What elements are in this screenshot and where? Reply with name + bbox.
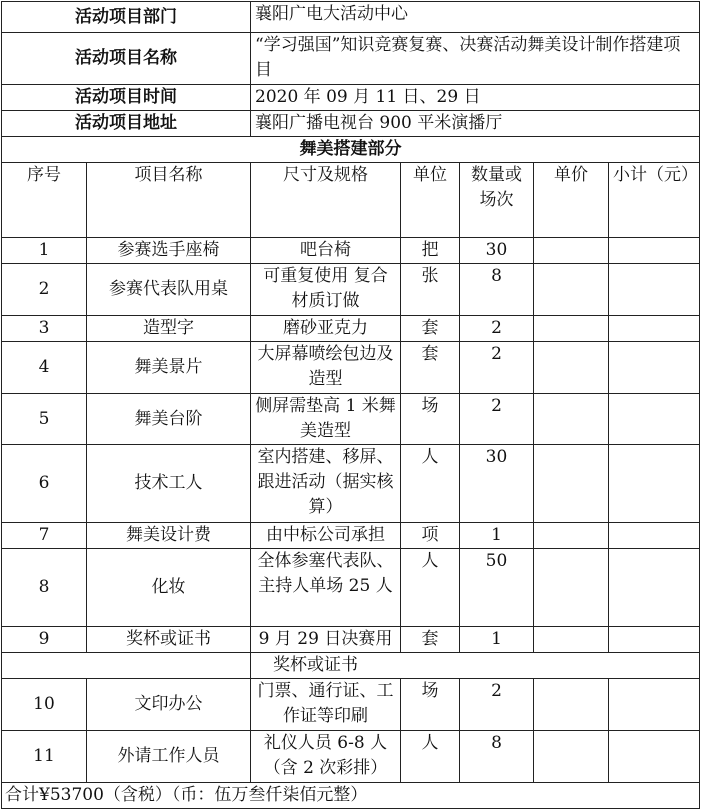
row-price: [534, 238, 609, 264]
row-price: [534, 679, 609, 731]
row-price: [534, 394, 609, 445]
row-name: 舞美设计费: [87, 523, 251, 549]
row-unit: 场: [401, 679, 460, 731]
row-unit: 人: [401, 445, 460, 523]
row-price: [534, 342, 609, 394]
row-qty: 2: [460, 316, 534, 342]
header-price: 单价: [534, 163, 609, 238]
row-unit: 人: [401, 731, 460, 783]
row-no: 8: [2, 549, 87, 627]
row-spec: 由中标公司承担: [251, 523, 401, 549]
row-subtotal: [609, 627, 700, 653]
row-spec: 吧台椅: [251, 238, 401, 264]
table-row: [2, 394, 700, 445]
row-no: 2: [2, 264, 87, 316]
row-price: [534, 627, 609, 653]
row-qty: 2: [460, 394, 534, 445]
info-value: 襄阳广播电视台 900 平米演播厅: [251, 111, 700, 137]
row-name: 造型字: [87, 316, 251, 342]
row-price: [534, 549, 609, 627]
row-no: 6: [2, 445, 87, 523]
row-no: 7: [2, 523, 87, 549]
row-unit: 项: [401, 523, 460, 549]
row-spec: 磨砂亚克力: [251, 316, 401, 342]
row-subtotal: [609, 394, 700, 445]
row-name: 舞美台阶: [87, 394, 251, 445]
row-qty: 8: [460, 731, 534, 783]
row-spec: 侧屏需垫高 1 米舞美造型: [251, 394, 401, 445]
row-subtotal: [609, 238, 700, 264]
info-value: 2020 年 09 月 11 日、29 日: [251, 85, 700, 111]
row-unit: 套: [401, 627, 460, 653]
row-no: 3: [2, 316, 87, 342]
row-no: 5: [2, 394, 87, 445]
row-name: 参赛代表队用桌: [87, 264, 251, 316]
row-spec: 室内搭建、移屏、跟进活动（据实核算）: [251, 445, 401, 523]
info-label: 活动项目时间: [2, 85, 251, 111]
header-subtotal: 小计（元）: [609, 163, 700, 238]
row-qty: 30: [460, 445, 534, 523]
table-row: [2, 523, 700, 549]
subheading-row: [2, 653, 700, 679]
row-unit: 张: [401, 264, 460, 316]
section-title: 舞美搭建部分: [2, 137, 700, 163]
row-price: [534, 523, 609, 549]
table-row: [2, 731, 700, 783]
info-label: 活动项目名称: [2, 33, 251, 85]
row-no: 10: [2, 679, 87, 731]
row-qty: 30: [460, 238, 534, 264]
row-subtotal: [609, 731, 700, 783]
row-subtotal: [609, 679, 700, 731]
budget-table: [1, 1, 700, 809]
row-subtotal: [609, 445, 700, 523]
row-spec: 全体参塞代表队、主持人单场 25 人: [251, 549, 401, 627]
header-name: 项目名称: [87, 163, 251, 238]
row-no: 11: [2, 731, 87, 783]
header-no: 序号: [2, 163, 87, 238]
row-unit: 套: [401, 316, 460, 342]
table-row: [2, 549, 700, 627]
row-subtotal: [609, 264, 700, 316]
info-label: 活动项目部门: [2, 2, 251, 33]
row-name: 奖杯或证书: [87, 627, 251, 653]
row-qty: 50: [460, 549, 534, 627]
row-qty: 8: [460, 264, 534, 316]
info-label: 活动项目地址: [2, 111, 251, 137]
row-spec: 可重复使用 复合材质订做: [251, 264, 401, 316]
row-name: 技术工人: [87, 445, 251, 523]
row-price: [534, 445, 609, 523]
row-price: [534, 316, 609, 342]
table-row: [2, 316, 700, 342]
row-price: [534, 731, 609, 783]
header-spec: 尺寸及规格: [251, 163, 401, 238]
info-value: 襄阳广电大活动中心: [251, 2, 700, 33]
row-qty: 1: [460, 523, 534, 549]
row-spec: 礼仪人员 6-8 人（含 2 次彩排）: [251, 731, 401, 783]
row-subtotal: [609, 549, 700, 627]
info-value: “学习强国”知识竞赛复赛、决赛活动舞美设计制作搭建项目: [251, 33, 700, 85]
subheading-blank: [2, 653, 251, 679]
row-name: 外请工作人员: [87, 731, 251, 783]
row-subtotal: [609, 523, 700, 549]
row-spec: 9 月 29 日决赛用: [251, 627, 401, 653]
table-row: [2, 679, 700, 731]
table-row: [2, 342, 700, 394]
row-spec: 大屏幕喷绘包边及造型: [251, 342, 401, 394]
table-row: [2, 238, 700, 264]
subheading: 奖杯或证书: [251, 653, 700, 679]
row-name: 舞美景片: [87, 342, 251, 394]
row-qty: 1: [460, 627, 534, 653]
row-qty: 2: [460, 679, 534, 731]
row-name: 参赛选手座椅: [87, 238, 251, 264]
header-qty: 数量或场次: [460, 163, 534, 238]
row-no: 9: [2, 627, 87, 653]
total-line: 合计¥53700（含税）（币：伍万叁仟柒佰元整）: [2, 783, 700, 809]
row-unit: 套: [401, 342, 460, 394]
row-spec: 门票、通行证、工作证等印刷: [251, 679, 401, 731]
row-price: [534, 264, 609, 316]
row-name: 文印办公: [87, 679, 251, 731]
row-name: 化妆: [87, 549, 251, 627]
table-row: [2, 445, 700, 523]
header-unit: 单位: [401, 163, 460, 238]
row-unit: 人: [401, 549, 460, 627]
table-row: [2, 627, 700, 653]
row-no: 1: [2, 238, 87, 264]
row-unit: 把: [401, 238, 460, 264]
row-subtotal: [609, 342, 700, 394]
row-subtotal: [609, 316, 700, 342]
table-row: [2, 264, 700, 316]
row-no: 4: [2, 342, 87, 394]
row-unit: 场: [401, 394, 460, 445]
row-qty: 2: [460, 342, 534, 394]
